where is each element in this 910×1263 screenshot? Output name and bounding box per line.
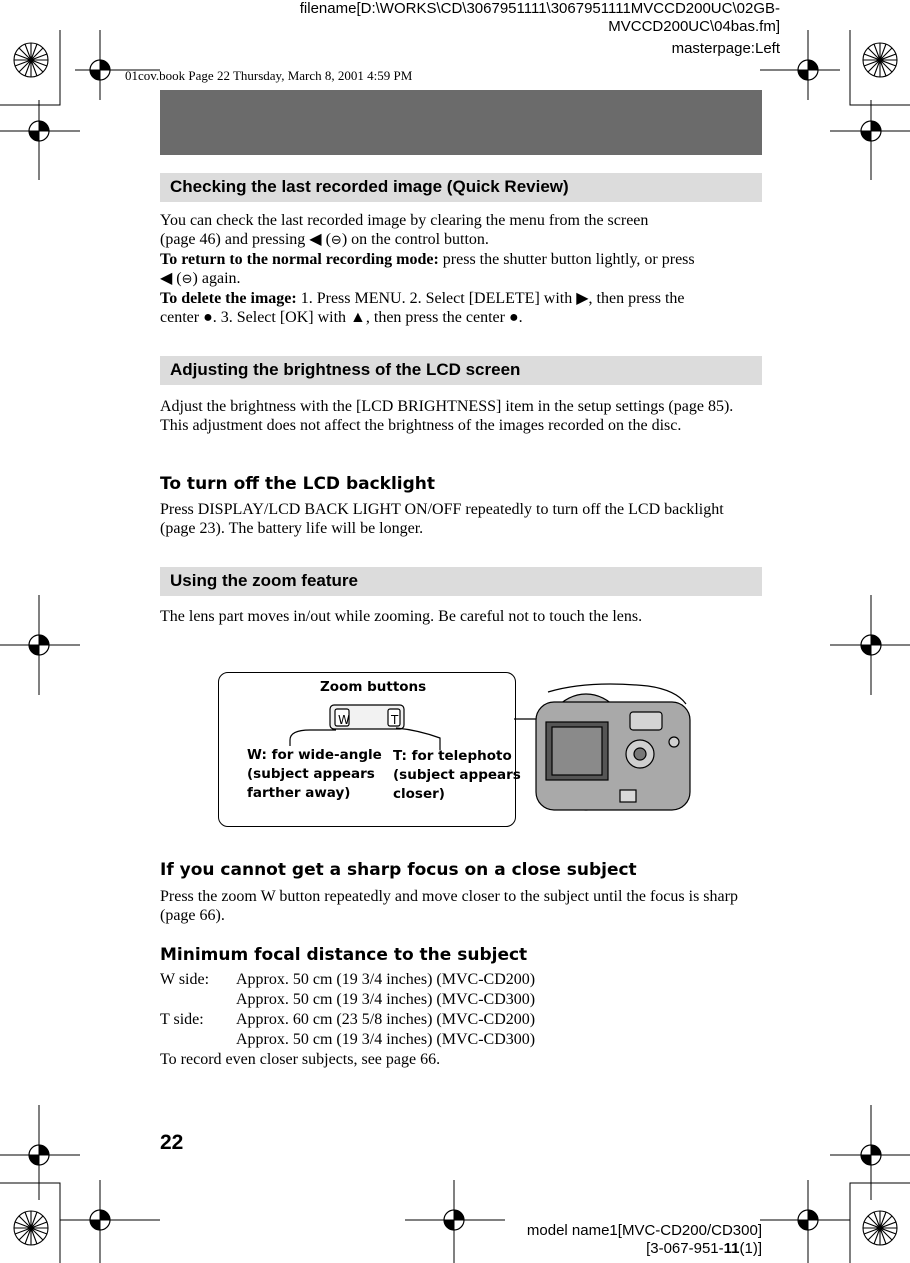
footer-model: [362, 1222, 762, 1258]
telephoto-label: T: for telephoto: [393, 748, 512, 764]
zoom-text: The lens part moves in/out while zooming. Be careful not to touch the lens.: [160, 608, 643, 625]
review-icon: ⊖: [330, 233, 342, 248]
masterpage-label: masterpage:Left: [671, 40, 780, 57]
section-bar-brightness: [160, 356, 762, 385]
telephoto-label-2: (subject appears: [393, 767, 521, 783]
brightness-text: Adjust the brightness with the [LCD BRIGHTNESS] item in the setup settings (page 85). This adjustment does not affect the brightness of the images recorded on the disc.: [160, 398, 734, 434]
focal-distance-table: [160, 970, 535, 1050]
model-name: model name1[MVC-CD200/CD300]: [526, 1222, 762, 1239]
table-row: [160, 970, 535, 990]
return-mode-line-2: ◀ (⊖) again.: [160, 270, 241, 287]
quick-review-text: [160, 211, 760, 327]
section-bar-zoom: [160, 567, 762, 596]
value-cell: Approx. 50 cm (19 3/4 inches) (MVC-CD200): [236, 971, 536, 988]
table-row: [160, 990, 535, 1010]
backlight-text: Press DISPLAY/LCD BACK LIGHT ON/OFF repeatedly to turn off the LCD backlight (page 23). The battery life will be longer.: [160, 501, 724, 537]
value-cell: Approx. 50 cm (19 3/4 inches) (MVC-CD300): [236, 1031, 536, 1048]
review-icon: ⊖: [181, 272, 193, 287]
t-key-label: T: [391, 713, 399, 727]
filename-header: [260, 0, 780, 58]
filename-line-1: filename[D:\WORKS\CD\3067951111\3067951111MVCCD200UC\02GB-: [299, 0, 780, 17]
min-focal-subheading: Minimum focal distance to the subject: [160, 945, 528, 965]
zoom-diagram: [218, 672, 698, 832]
page-number: 22: [160, 1131, 184, 1154]
return-mode-line: To return to the normal recording mode: press the shutter button lightly, or press: [160, 251, 695, 268]
value-cell: Approx. 50 cm (19 3/4 inches) (MVC-CD300): [236, 991, 536, 1008]
side-cell: W side:: [160, 971, 210, 988]
side-cell: [160, 990, 236, 1010]
wide-angle-label: W: for wide-angle: [247, 747, 382, 763]
part-code: [3-067-951-11(1)]: [646, 1240, 762, 1257]
quick-review-line-2: (page 46) and pressing ◀ (⊖) on the control button.: [160, 231, 489, 248]
delete-image-line: To delete the image: 1. Press MENU. 2. Select [DELETE] with ▶, then press the: [160, 290, 685, 307]
side-cell: T side:: [160, 1011, 204, 1028]
wide-angle-callout: [247, 746, 382, 803]
filename-line-2: MVCCD200UC\04bas.fm]: [608, 18, 780, 35]
closing-text: To record even closer subjects, see page 66.: [160, 1051, 441, 1068]
section-title-quick-review: Checking the last recorded image (Quick Review): [170, 177, 569, 196]
quick-review-line-1: You can check the last recorded image by clearing the menu from the screen: [160, 212, 649, 229]
zoom-buttons-label: Zoom buttons: [320, 679, 427, 695]
delete-image-line-2: center ●. 3. Select [OK] with ▲, then press the center ●.: [160, 309, 523, 326]
side-cell: [160, 1030, 236, 1050]
wide-angle-label-3: farther away): [247, 785, 351, 801]
sharp-focus-subheading: If you cannot get a sharp focus on a close subject: [160, 860, 637, 880]
section-title-zoom: Using the zoom feature: [170, 571, 358, 590]
sharp-focus-text: Press the zoom W button repeatedly and move closer to the subject until the focus is sharp (page 66).: [160, 888, 738, 924]
section-bar-quick-review: [160, 173, 762, 202]
w-key-label: W: [338, 713, 350, 727]
table-row: [160, 1010, 535, 1030]
telephoto-callout: [393, 747, 521, 804]
value-cell: Approx. 60 cm (23 5/8 inches) (MVC-CD200): [236, 1011, 536, 1028]
table-row: [160, 1030, 535, 1050]
book-info-line: 01cov.book Page 22 Thursday, March 8, 2001 4:59 PM: [125, 68, 413, 83]
telephoto-label-3: closer): [393, 786, 445, 802]
backlight-subheading: To turn off the LCD backlight: [160, 474, 436, 494]
section-title-brightness: Adjusting the brightness of the LCD screen: [170, 360, 521, 379]
wide-angle-label-2: (subject appears: [247, 766, 375, 782]
header-gray-bar: [160, 90, 762, 155]
